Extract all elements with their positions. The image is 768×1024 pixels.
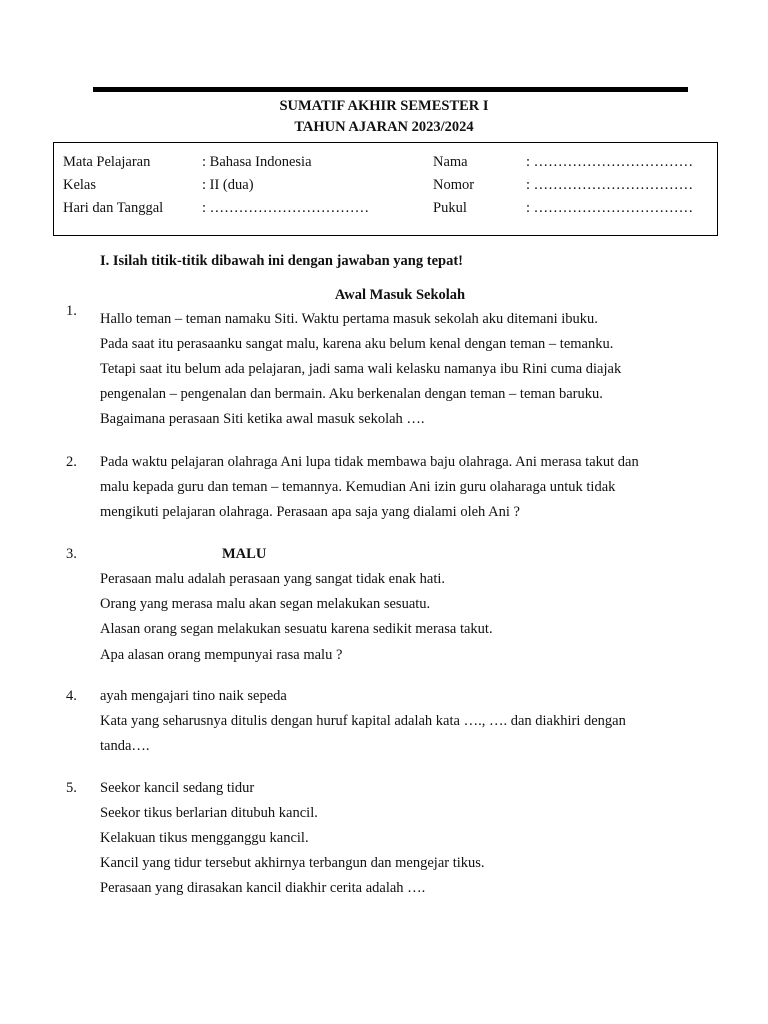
q1-line: Pada saat itu perasaanku sangat malu, karena aku belum kenal dengan teman – temanku. xyxy=(100,336,614,352)
time-label: Pukul xyxy=(433,200,467,216)
subject-label: Mata Pelajaran xyxy=(63,154,151,170)
q3-line: Perasaan malu adalah perasaan yang sangat tidak enak hati. xyxy=(100,571,446,587)
q1-line: Bagaimana perasaan Siti ketika awal masuk sekolah …. xyxy=(100,411,425,427)
school-year: TAHUN AJARAN 2023/2024 xyxy=(294,119,474,135)
q3-number: 3. xyxy=(66,546,77,562)
q3-line: Apa alasan orang mempunyai rasa malu ? xyxy=(100,647,343,663)
q3-line: Alasan orang segan melakukan sesuatu karena sedikit merasa takut. xyxy=(100,621,493,637)
q4-line: tanda…. xyxy=(100,738,150,754)
number-label: Nomor xyxy=(433,177,475,193)
header-rule xyxy=(93,87,688,92)
q5-line: Seekor tikus berlarian ditubuh kancil. xyxy=(100,805,318,821)
class-value: : II (dua) xyxy=(202,177,254,193)
class-label: Kelas xyxy=(63,177,97,193)
q1-heading: Awal Masuk Sekolah xyxy=(334,287,466,303)
date-field[interactable]: : …………………………… xyxy=(202,200,370,216)
date-label: Hari dan Tanggal xyxy=(63,200,164,216)
q2-line: mengikuti pelajaran olahraga. Perasaan apa saja yang dialami oleh Ani ? xyxy=(100,504,520,520)
section-instruction: I. Isilah titik-titik dibawah ini dengan jawaban yang tepat! xyxy=(100,253,463,269)
q1-line: Tetapi saat itu belum ada pelajaran, jadi sama wali kelasku namanya ibu Rini cuma diajak xyxy=(100,361,622,377)
q1-line: Hallo teman – teman namaku Siti. Waktu pertama masuk sekolah aku ditemani ibuku. xyxy=(100,311,598,327)
q4-line: Kata yang seharusnya ditulis dengan huruf kapital adalah kata …., …. dan diakhiri dengan xyxy=(100,713,626,729)
q5-line: Seekor kancil sedang tidur xyxy=(100,780,255,796)
q5-line: Perasaan yang dirasakan kancil diakhir cerita adalah …. xyxy=(100,880,426,896)
name-field[interactable]: : …………………………… xyxy=(526,154,694,170)
q5-number: 5. xyxy=(66,780,77,796)
time-field[interactable]: : …………………………… xyxy=(526,200,694,216)
q3-line: Orang yang merasa malu akan segan melakukan sesuatu. xyxy=(100,596,431,612)
name-label: Nama xyxy=(433,154,468,170)
q5-line: Kancil yang tidur tersebut akhirnya terbangun dan mengejar tikus. xyxy=(100,855,485,871)
exam-title: SUMATIF AKHIR SEMESTER I xyxy=(279,98,489,114)
q3-heading: MALU xyxy=(222,546,267,562)
q2-line: malu kepada guru dan teman – temannya. Kemudian Ani izin guru olaharaga untuk tidak xyxy=(100,479,616,495)
q1-line: pengenalan – pengenalan dan bermain. Aku berkenalan dengan teman – teman baruku. xyxy=(100,386,603,402)
subject-value: : Bahasa Indonesia xyxy=(202,154,312,170)
q2-line: Pada waktu pelajaran olahraga Ani lupa tidak membawa baju olahraga. Ani merasa takut dan xyxy=(100,454,639,470)
q5-line: Kelakuan tikus mengganggu kancil. xyxy=(100,830,309,846)
q4-line: ayah mengajari tino naik sepeda xyxy=(100,688,287,704)
student-info-box xyxy=(53,142,718,236)
q2-number: 2. xyxy=(66,454,77,470)
q1-number: 1. xyxy=(66,303,77,319)
number-field[interactable]: : …………………………… xyxy=(526,177,694,193)
q4-number: 4. xyxy=(66,688,77,704)
